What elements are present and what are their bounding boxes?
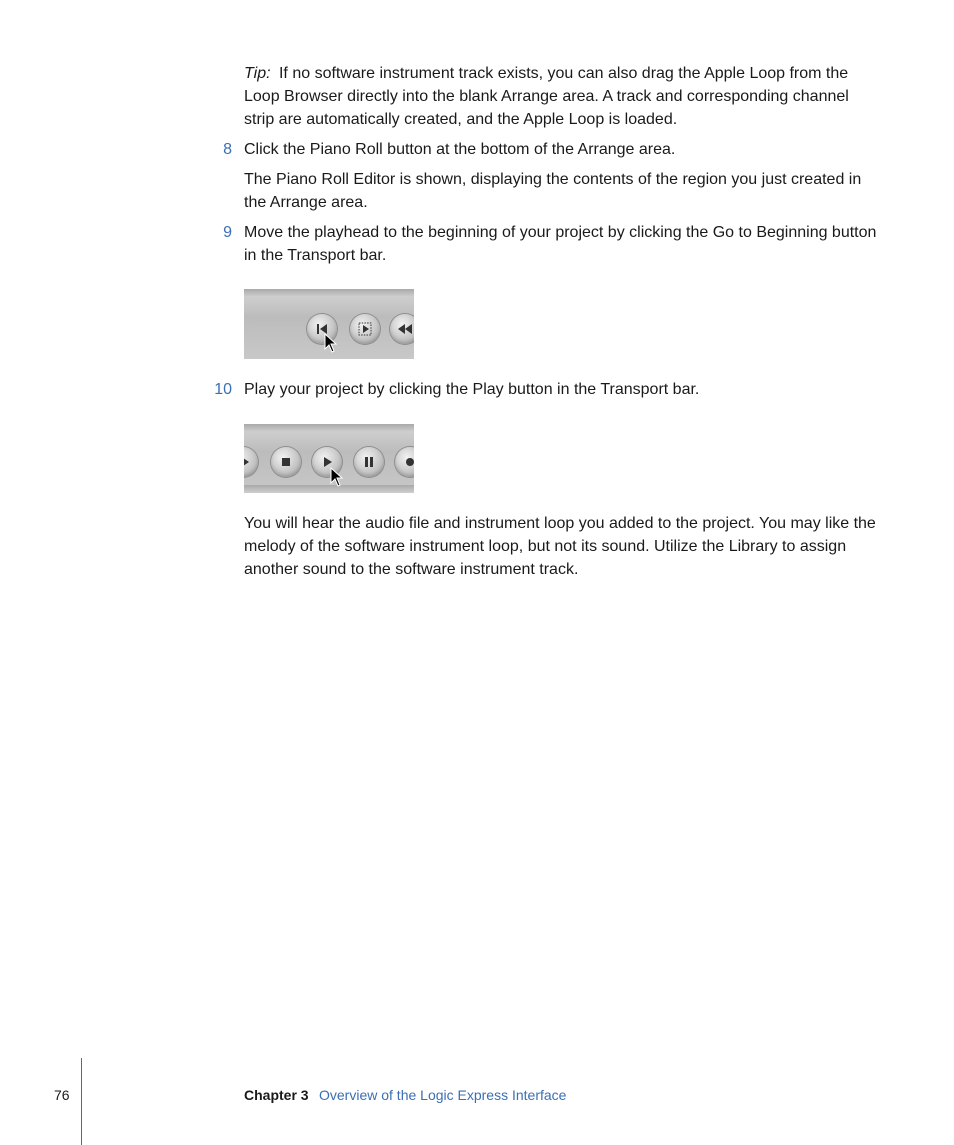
step-number-10: 10 xyxy=(214,381,232,398)
step-number-8: 8 xyxy=(223,141,232,158)
footer-chapter-title: Overview of the Logic Express Interface xyxy=(319,1087,567,1103)
figure-top-rail xyxy=(244,289,414,297)
closing-paragraph: You will hear the audio file and instrument loop you added to the project. You may like the melody of the software instrument loop, but not its sound. Utilize the Library to assign another sound to the software instrument track. xyxy=(244,515,876,578)
figure-top-rail xyxy=(244,424,414,432)
record-icon xyxy=(395,447,414,477)
play-from-selection-button xyxy=(350,314,380,344)
step-8-result: The Piano Roll Editor is shown, displaying the contents of the region you just created in the Arrange area. xyxy=(244,171,862,211)
step-number-9: 9 xyxy=(223,224,232,241)
step-9-text: Move the playhead to the beginning of your project by clicking the Go to Beginning button in the Transport bar. xyxy=(244,224,877,264)
play-from-selection-icon xyxy=(350,314,380,344)
figure-bottom-rail xyxy=(244,485,414,493)
tip-label: Tip: xyxy=(244,65,271,82)
forward-button xyxy=(244,447,258,477)
stop-button xyxy=(271,447,301,477)
tip-text: If no software instrument track exists, you can also drag the Apple Loop from the Loop Browser directly into the blank Arrange area. A track and corresponding channel strip are automatically created, and the Apple Loop is loaded. xyxy=(244,65,849,128)
record-button xyxy=(395,447,414,477)
footer-chapter-label: Chapter 3 xyxy=(244,1087,309,1103)
tip-paragraph xyxy=(244,62,880,131)
step-8-text: Click the Piano Roll button at the bottom of the Arrange area. xyxy=(244,141,676,158)
pause-icon xyxy=(354,447,384,477)
footer-divider xyxy=(81,1058,82,1145)
stop-icon xyxy=(271,447,301,477)
step-10-text: Play your project by clicking the Play button in the Transport bar. xyxy=(244,381,700,398)
transport-bar-figure-go-to-beginning xyxy=(244,289,414,359)
mouse-pointer-icon xyxy=(330,467,344,487)
forward-icon xyxy=(244,447,258,477)
rewind-button xyxy=(390,314,414,344)
transport-bar-figure-play xyxy=(244,424,414,493)
pause-button xyxy=(354,447,384,477)
page-number: 76 xyxy=(54,1087,70,1103)
mouse-pointer-icon xyxy=(324,333,338,353)
rewind-icon xyxy=(390,314,414,344)
